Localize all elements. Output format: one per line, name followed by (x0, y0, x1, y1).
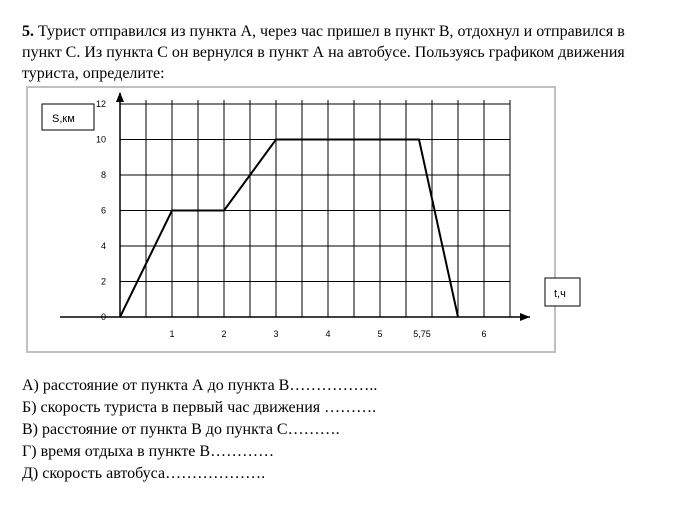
question-list (22, 375, 377, 485)
y-tick-label: 10 (95, 134, 106, 145)
y-tick-label: 6 (100, 205, 106, 216)
x-axis-label-box (545, 278, 580, 306)
x-axis-label: t,ч (554, 288, 566, 300)
y-axis-label-box (42, 104, 94, 130)
x-tick-label: 6 (481, 329, 487, 339)
y-tick-label: 4 (100, 241, 106, 251)
x-tick-label: 5,75 (413, 329, 431, 339)
y-tick-label: 0 (100, 312, 106, 322)
problem-text: Турист отправился из пункта А, через час пришел в пункт В, отдохнул и отправился в пункт С. Из пункта С он вернулся в пункт А на автобусе. Пользуясь графиком движения туриста, определите: (22, 23, 625, 82)
problem-number: 5. (22, 23, 34, 40)
question-v: В) расстояние от пункта В до пункта С………. (22, 421, 340, 438)
x-tick-label: 5 (377, 329, 383, 339)
y-tick-label: 2 (100, 276, 106, 287)
y-axis-label: S,км (52, 113, 75, 125)
x-tick-label: 4 (325, 329, 331, 339)
x-tick-label: 3 (273, 329, 279, 339)
chart-frame (27, 87, 555, 352)
y-tick-label: 12 (95, 99, 106, 109)
y-tick-label: 8 (100, 170, 106, 180)
question-d: Д) скорость автобуса………………. (22, 465, 266, 482)
x-tick-label: 1 (169, 329, 175, 339)
question-g: Г) время отдыха в пункте В………… (22, 443, 275, 460)
question-b: Б) скорость туриста в первый час движения ………. (22, 399, 377, 416)
x-tick-label: 2 (221, 329, 227, 339)
question-a: А) расстояние от пункта А до пункта В…………….. (22, 377, 378, 394)
